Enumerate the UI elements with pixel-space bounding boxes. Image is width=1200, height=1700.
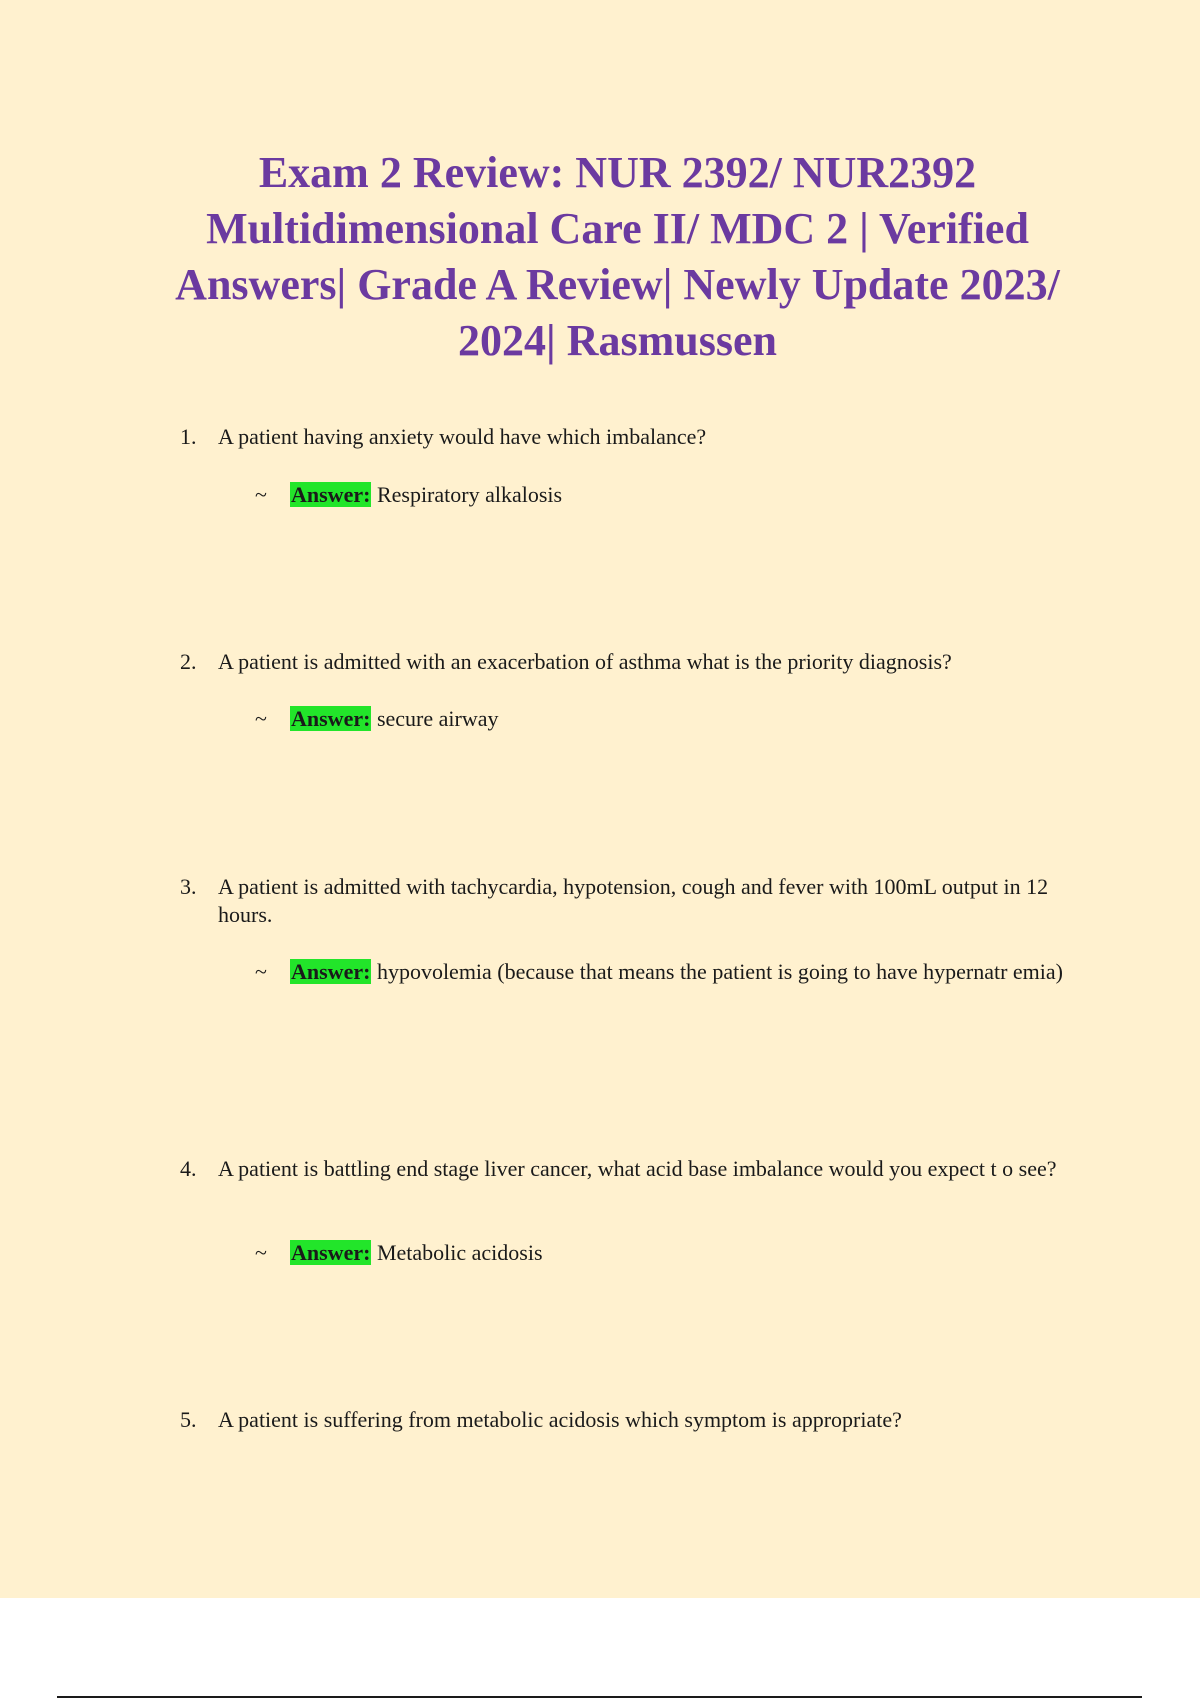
question-number: 5. — [180, 1407, 197, 1432]
answer-label: Answer: — [291, 959, 371, 984]
question-3 — [180, 873, 1090, 929]
question-number: 2. — [180, 649, 197, 674]
answer-bullet: ~ — [255, 482, 267, 507]
answer-bullet: ~ — [255, 1240, 267, 1265]
question-text: A patient is battling end stage liver cancer, what acid base imbalance would you expect t o see? — [218, 1156, 1057, 1181]
question-number: 4. — [180, 1156, 197, 1181]
answer-1 — [255, 481, 1090, 509]
answer-bullet: ~ — [255, 706, 267, 731]
answer-label: Answer: — [291, 706, 371, 731]
footer-divider — [57, 1696, 1142, 1698]
answer-label: Answer: — [291, 1240, 371, 1265]
answer-text: secure airway — [376, 706, 499, 731]
question-number: 3. — [180, 874, 197, 899]
question-5 — [180, 1406, 1090, 1434]
question-text: A patient is suffering from metabolic acidosis which symptom is appropriate? — [218, 1407, 902, 1432]
question-2 — [180, 648, 1090, 676]
answer-text: Respiratory alkalosis — [376, 482, 563, 507]
answer-text: hypovolemia (because that means the patient is going to have hypernatr emia) — [376, 959, 1063, 984]
question-text: A patient is admitted with tachycardia, hypotension, cough and fever with 100mL output in 12 hours. — [218, 874, 1049, 927]
document-title: Exam 2 Review: NUR 2392/ NUR2392 Multidimensional Care II/ MDC 2 | Verified Answers| Grade A Review| Newly Update 2023/ 2024| Rasmussen — [175, 148, 1060, 365]
answer-3 — [255, 958, 1090, 986]
question-number: 1. — [180, 424, 197, 449]
question-text: A patient is admitted with an exacerbation of asthma what is the priority diagnosis? — [218, 649, 952, 674]
question-4 — [180, 1155, 1090, 1183]
answer-bullet: ~ — [255, 959, 267, 984]
question-1 — [180, 423, 1090, 451]
answer-2 — [255, 705, 1090, 733]
answer-4 — [255, 1239, 1090, 1267]
answer-label: Answer: — [291, 482, 371, 507]
question-text: A patient having anxiety would have which imbalance? — [218, 424, 707, 449]
answer-text: Metabolic acidosis — [376, 1240, 543, 1265]
